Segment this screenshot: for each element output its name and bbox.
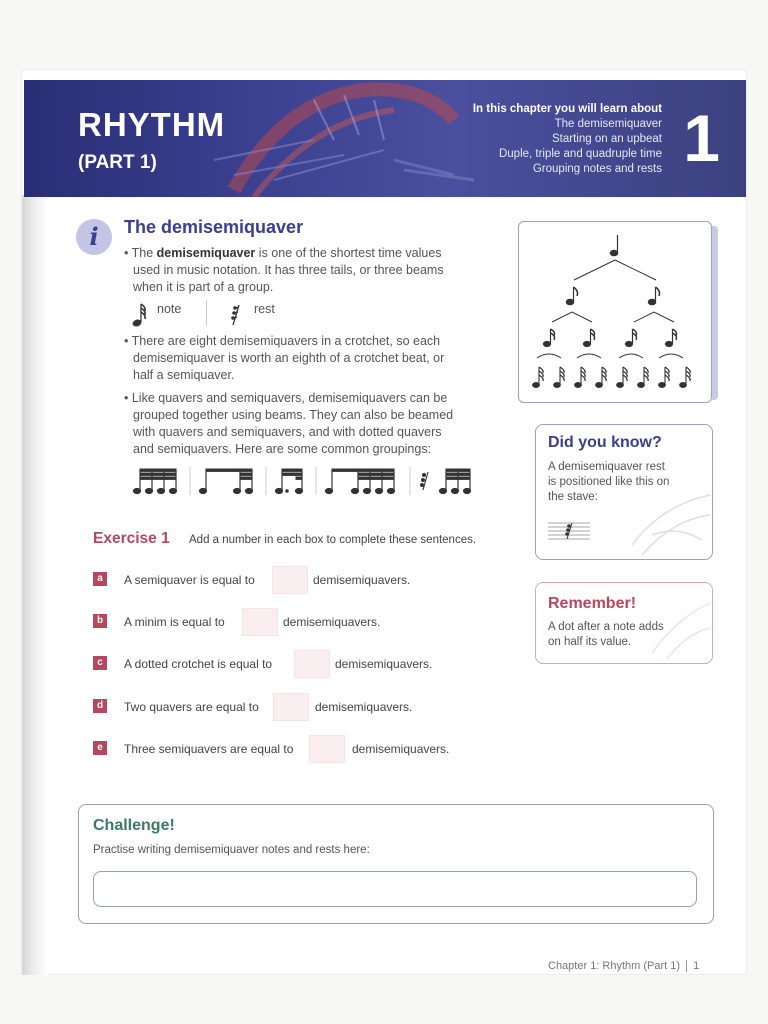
bullet-line: half a semiquaver. xyxy=(133,368,235,382)
page-footer xyxy=(548,960,699,972)
bullet-line: There are eight demisemiquavers in a crotchet, so each xyxy=(131,334,441,348)
item-letter-badge: c xyxy=(93,656,107,670)
bullet-line: demisemiquaver is worth an eighth of a crotchet beat, or xyxy=(133,351,445,365)
answer-box-b[interactable] xyxy=(242,608,278,636)
bullet-3: • Like quavers and semiquavers, demisemiquavers can be grouped together using beams. They can also be beamed with quavers and semiquavers, and with dotted quavers and semiquavers. Here are some common groupings: xyxy=(124,391,454,456)
answer-box-d[interactable] xyxy=(273,693,309,721)
banner-artwork xyxy=(194,80,494,197)
bullet-line: when it is part of a group. xyxy=(133,280,274,294)
remember-panel xyxy=(535,582,713,664)
grouping-1 xyxy=(133,469,176,494)
bullet-text: is one of the shortest time values xyxy=(255,246,442,260)
exercise-instruction: Add a number in each box to complete these sentences. xyxy=(189,534,477,546)
stave-with-rest xyxy=(548,521,590,541)
item-letter-badge: a xyxy=(93,572,107,586)
did-you-know-line: A demisemiquaver rest xyxy=(548,461,665,473)
bullet-line: used in music notation. It has three tails, or three beams xyxy=(133,263,444,277)
footer-chapter-text: Chapter 1: Rhythm (Part 1) xyxy=(548,960,681,972)
topic-item: Duple, triple and quadruple time xyxy=(498,148,662,160)
item-text-after: demisemiquavers. xyxy=(315,700,413,714)
item-text-before: A minim is equal to xyxy=(124,615,225,629)
challenge-writing-area[interactable] xyxy=(93,871,697,907)
footer-separator xyxy=(686,960,687,972)
did-you-know-text xyxy=(548,460,698,505)
chapter-banner xyxy=(24,80,746,197)
did-you-know-title: Did you know? xyxy=(548,434,662,451)
remember-line: on half its value. xyxy=(548,636,632,648)
challenge-panel xyxy=(78,804,714,924)
item-text-before: Two quavers are equal to xyxy=(124,700,259,714)
item-text-after: demisemiquavers. xyxy=(313,573,411,587)
answer-box-e[interactable] xyxy=(309,735,345,763)
chapter-title: RHYTHM xyxy=(78,106,226,143)
bullet-2: • There are eight demisemiquavers in a crotchet, so each demisemiquaver is worth an eighth of a crotchet beat, or half a semiquaver. xyxy=(124,334,445,382)
item-text-after: demisemiquavers. xyxy=(352,742,450,756)
note-groupings-illustration xyxy=(132,464,484,498)
bullet-line: Like quavers and semiquavers, demisemiquavers can be xyxy=(131,391,448,405)
chapter-number: 1 xyxy=(683,101,720,175)
bullet-text: The xyxy=(131,246,157,260)
item-letter-badge: d xyxy=(93,699,107,713)
topic-item: The demisemiquaver xyxy=(554,118,662,130)
challenge-instruction: Practise writing demisemiquaver notes and rests here: xyxy=(93,844,370,856)
bullet-line: grouped together using beams. They can also be beamed xyxy=(133,408,454,422)
grouping-3 xyxy=(275,469,302,494)
did-you-know-panel xyxy=(535,424,713,560)
demisemiquaver-note-icon xyxy=(132,302,148,328)
grouping-5 xyxy=(421,469,471,494)
item-text-after: demisemiquavers. xyxy=(283,615,381,629)
exercise-title: Exercise 1 xyxy=(93,530,170,547)
topics-intro: In this chapter you will learn about xyxy=(472,103,662,115)
grouping-2 xyxy=(199,469,252,494)
remember-line: A dot after a note adds xyxy=(548,621,664,633)
semiquaver-row xyxy=(543,329,676,347)
challenge-title: Challenge! xyxy=(93,817,175,834)
bullet-bold-term: demisemiquaver xyxy=(156,246,256,260)
note-label: note xyxy=(157,302,182,316)
book-spine-shadow xyxy=(22,195,48,975)
answer-box-a[interactable] xyxy=(272,566,308,594)
topic-item: Starting on an upbeat xyxy=(552,133,662,145)
section-title: The demisemiquaver xyxy=(124,217,304,237)
remember-text xyxy=(548,620,698,650)
item-text-before: Three semiquavers are equal to xyxy=(124,742,294,756)
bullet-line: and semiquavers. Here are some common groupings: xyxy=(133,442,432,456)
page-number: 1 xyxy=(693,960,700,972)
answer-box-c[interactable] xyxy=(294,650,330,678)
note-value-tree xyxy=(519,222,711,402)
note-value-tree-panel xyxy=(518,221,712,403)
demisemiquaver-rest-icon xyxy=(229,304,243,326)
demisemiquaver-row xyxy=(533,367,691,388)
item-text-before: A dotted crotchet is equal to xyxy=(124,657,273,671)
did-you-know-line: the stave: xyxy=(548,491,598,503)
grouping-4 xyxy=(325,469,394,494)
remember-title: Remember! xyxy=(548,595,637,612)
bullet-line: with quavers and semiquavers, and with dotted quavers xyxy=(133,425,442,439)
topic-item: Grouping notes and rests xyxy=(532,163,662,175)
item-letter-badge: e xyxy=(93,741,107,755)
rest-label: rest xyxy=(254,302,275,316)
chapter-topics xyxy=(473,102,662,177)
info-icon: i xyxy=(76,219,112,255)
item-letter-badge: b xyxy=(93,614,107,628)
divider xyxy=(206,300,207,326)
chapter-subtitle: (PART 1) xyxy=(78,152,157,173)
bullet-1: • The demisemiquaver is one of the shortest time values used in music notation. It has three tails, or three beams when it is part of a group. xyxy=(124,246,444,294)
item-text-after: demisemiquavers. xyxy=(335,657,433,671)
did-you-know-line: is positioned like this on xyxy=(548,476,670,488)
item-text-before: A semiquaver is equal to xyxy=(124,573,255,587)
